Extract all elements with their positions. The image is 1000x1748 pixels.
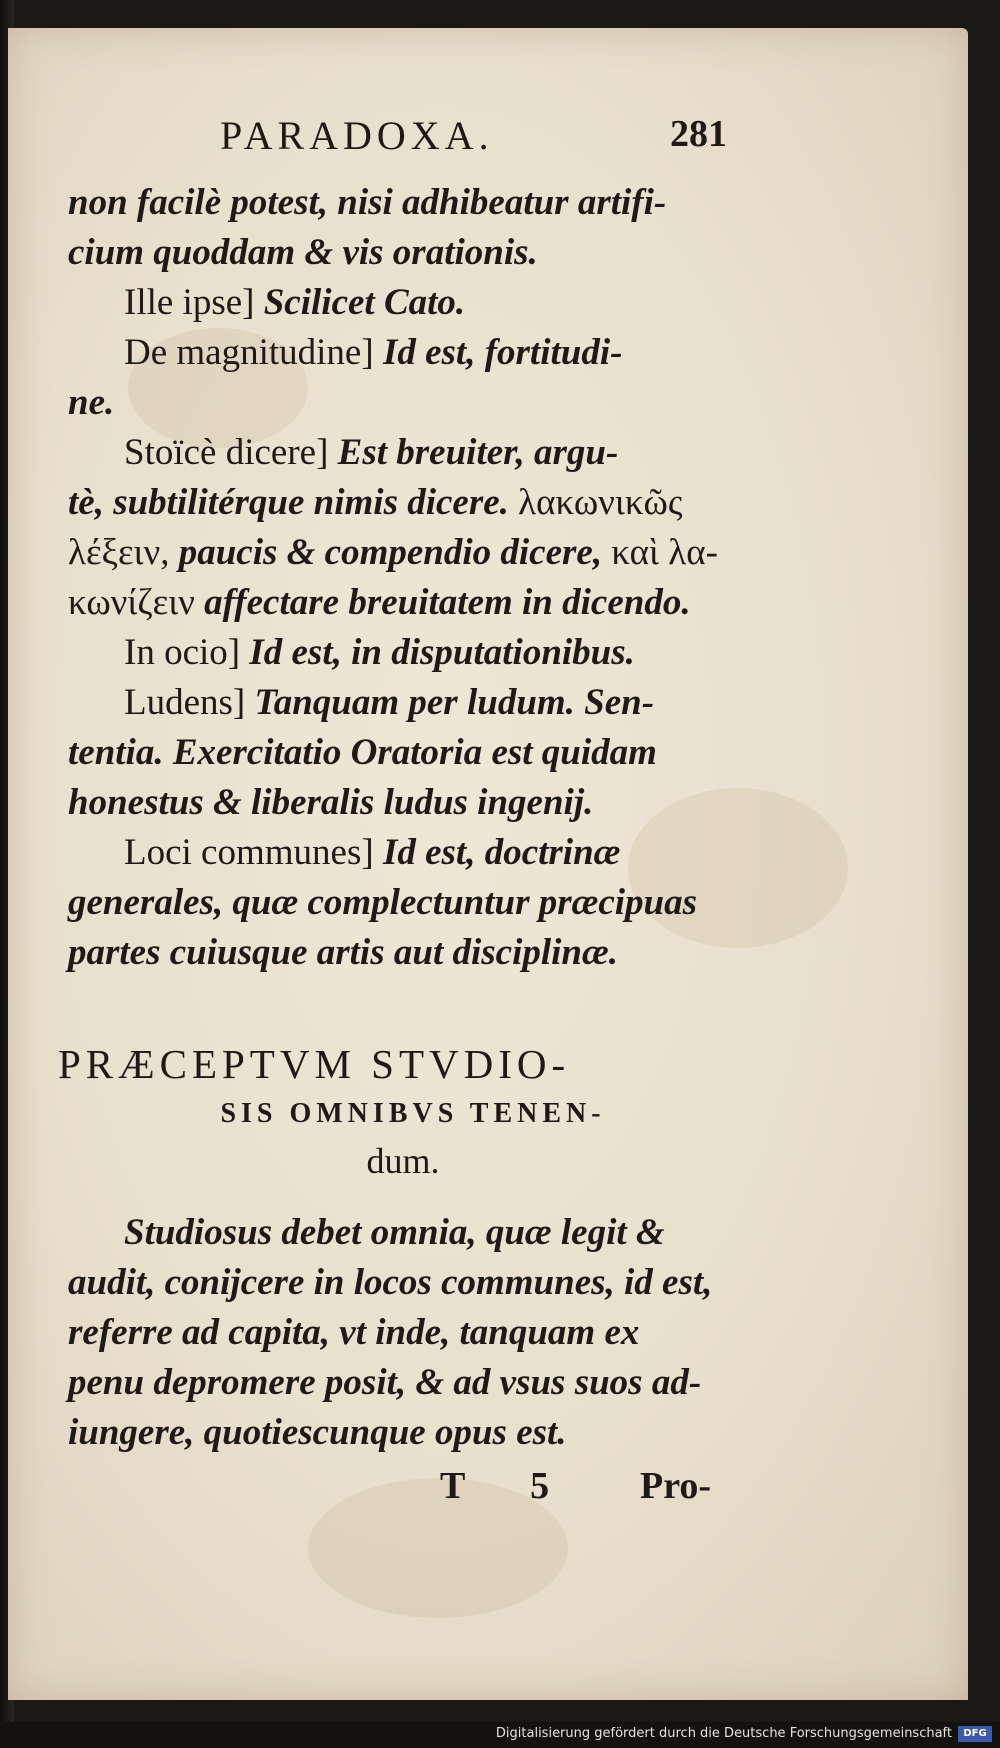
italic-span: affectare breuitatem in dicendo. xyxy=(204,582,691,623)
italic-span: Scilicet Cato. xyxy=(263,282,466,323)
text-line xyxy=(68,278,748,328)
funding-credit: Digitalisierung gefördert durch die Deutsche Forschungsgemeinschaft xyxy=(495,1726,952,1741)
italic-span: honestus & liberalis ludus ingenij. xyxy=(68,782,594,823)
text-line: referre ad capita, vt inde, tanquam ex xyxy=(68,1312,640,1353)
italic-span: non facilè potest, nisi adhibeatur artifi- xyxy=(68,182,667,223)
text-line: audit, conijcere in locos communes, id est, xyxy=(68,1262,713,1303)
italic-span: generales, quæ complectuntur præcipuas xyxy=(68,882,698,923)
page-header xyxy=(8,112,968,172)
roman-span: Stoïcè dicere] xyxy=(124,432,338,473)
page-number: 281 xyxy=(670,113,727,155)
italic-span: Id est, fortitudi- xyxy=(382,332,623,373)
italic-span: paucis & compendio dicere, xyxy=(178,532,612,573)
text-line: Studiosus debet omnia, quæ legit & xyxy=(124,1212,665,1253)
italic-span: Est breuiter, argu- xyxy=(337,432,619,473)
italic-span: partes cuiusque artis aut disciplinæ. xyxy=(68,932,618,973)
signature-mark: T 5 xyxy=(440,1465,578,1507)
roman-span: λακωνικῶς xyxy=(518,482,683,523)
dfg-logo: DFG xyxy=(958,1726,992,1742)
italic-span: Tanquam per ludum. Sen- xyxy=(254,682,655,723)
roman-span: Ille ipse] xyxy=(124,282,264,323)
italic-span: cium quoddam & vis orationis. xyxy=(68,232,538,273)
running-title: PARADOXA. xyxy=(220,113,494,158)
italic-span: Id est, in disputationibus. xyxy=(249,632,635,673)
precept-paragraph xyxy=(68,1208,758,1458)
text-line xyxy=(68,178,748,228)
text-line xyxy=(68,828,748,878)
digitization-footer xyxy=(0,1722,1000,1748)
section-heading xyxy=(8,1036,768,1186)
section-heading-line: SIS OMNIBVS TENEN- xyxy=(220,1098,606,1129)
text-line xyxy=(68,228,748,278)
text-line xyxy=(68,778,748,828)
italic-span: ne. xyxy=(68,382,115,423)
section-heading-line: dum. xyxy=(366,1141,440,1181)
book-page xyxy=(8,28,968,1700)
text-line xyxy=(68,678,748,728)
text-line: iungere, quotiescunque opus est. xyxy=(68,1412,567,1453)
roman-span: De magnitudine] xyxy=(124,332,383,373)
italic-span: tè, subtilitérque nimis dicere. xyxy=(68,482,519,523)
text-line: penu depromere posit, & ad vsus suos ad- xyxy=(68,1362,702,1403)
roman-span: Loci communes] xyxy=(124,832,383,873)
text-line xyxy=(68,878,748,928)
roman-span: In ocio] xyxy=(124,632,250,673)
italic-span: Id est, doctrinæ xyxy=(382,832,621,873)
text-line xyxy=(68,378,748,428)
italic-span: tentia. Exercitatio Oratoria est quidam xyxy=(68,732,657,773)
text-line xyxy=(68,328,748,378)
roman-span: κωνίζειν xyxy=(68,582,205,623)
catchline xyxy=(8,1464,968,1524)
roman-span: Ludens] xyxy=(124,682,255,723)
catchword: Pro- xyxy=(640,1465,712,1507)
text-line xyxy=(68,728,748,778)
text-line xyxy=(68,928,748,978)
commentary-text xyxy=(68,178,748,978)
text-line xyxy=(68,528,748,578)
roman-span: καὶ λα- xyxy=(611,532,718,573)
section-heading-line: PRÆCEPTVM STVDIO- xyxy=(58,1041,571,1087)
text-line xyxy=(68,628,748,678)
text-line xyxy=(68,578,748,628)
text-line xyxy=(68,428,748,478)
text-line xyxy=(68,478,748,528)
roman-span: λέξειν, xyxy=(68,532,179,573)
